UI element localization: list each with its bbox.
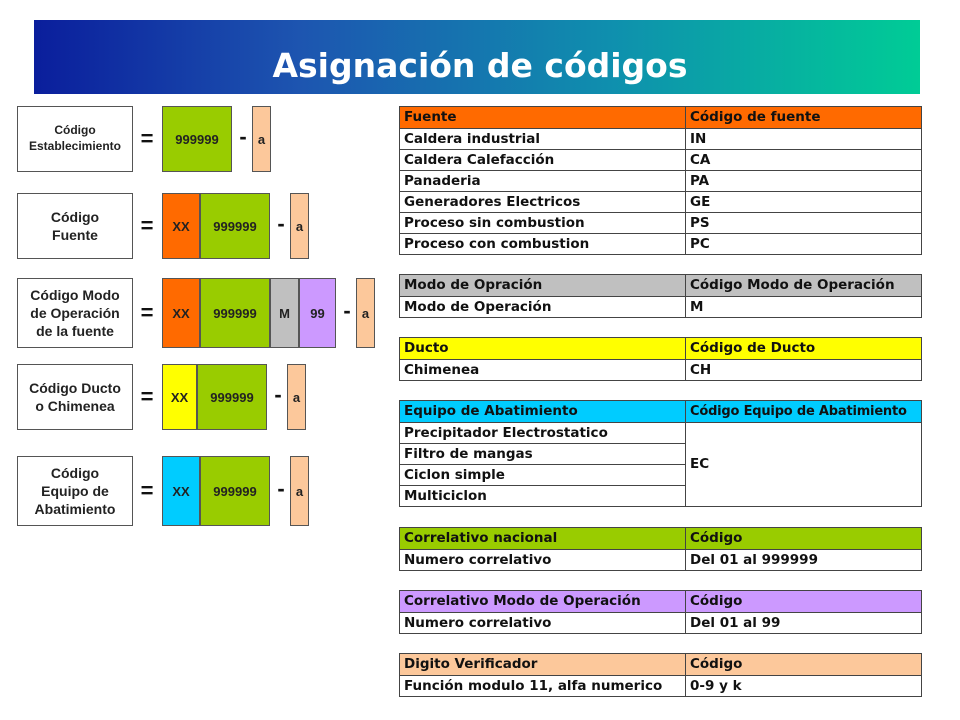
table-cell: CH — [686, 360, 922, 381]
header-cell: Modo de Opración — [400, 275, 686, 297]
table-header — [400, 338, 922, 360]
table-cell: Caldera Calefacción — [400, 150, 686, 171]
equals-sign: = — [140, 126, 154, 151]
table-row — [400, 360, 922, 381]
dash-sign: - — [239, 124, 247, 149]
table-ducto — [399, 337, 922, 381]
table-cell: Panaderia — [400, 171, 686, 192]
header-cell: Código — [686, 654, 922, 676]
header-cell: Digito Verificador — [400, 654, 686, 676]
table-cell: Precipitador Electrostatico — [400, 423, 686, 444]
table-row — [400, 423, 922, 444]
segment-digito-verificador: a — [290, 193, 309, 259]
equals-sign: = — [140, 384, 154, 409]
table-cell: Numero correlativo — [400, 550, 686, 571]
equals-sign: = — [140, 478, 154, 503]
segment-correlativo: 999999 — [200, 193, 270, 259]
segment-correlativo-modo: 99 — [299, 278, 336, 348]
header-cell: Correlativo Modo de Operación — [400, 591, 686, 613]
table-cell: Filtro de mangas — [400, 444, 686, 465]
table-cell-merged-code: EC — [686, 423, 922, 507]
table-row — [400, 192, 922, 213]
segment-digito-verificador: a — [290, 456, 309, 526]
dash-sign: - — [343, 298, 351, 323]
segment-digito-verificador: a — [287, 364, 306, 430]
table-cell: Numero correlativo — [400, 613, 686, 634]
table-cell: GE — [686, 192, 922, 213]
equals-sign: = — [140, 300, 154, 325]
table-modo-operacion — [399, 274, 922, 318]
table-cell: CA — [686, 150, 922, 171]
table-digito-verificador — [399, 653, 922, 697]
segment-xx: XX — [162, 364, 197, 430]
table-row — [400, 171, 922, 192]
table-cell: IN — [686, 129, 922, 150]
table-header — [400, 528, 922, 550]
table-row — [400, 297, 922, 318]
header-cell: Código de fuente — [686, 107, 922, 129]
header-cell: Código — [686, 591, 922, 613]
header-cell: Ducto — [400, 338, 686, 360]
header-cell: Equipo de Abatimiento — [400, 401, 686, 423]
segment-xx: XX — [162, 193, 200, 259]
table-cell: Función modulo 11, alfa numerico — [400, 676, 686, 697]
header-cell: Código Modo de Operación — [686, 275, 922, 297]
table-cell: PC — [686, 234, 922, 255]
table-cell: PS — [686, 213, 922, 234]
table-cell: Proceso sin combustion — [400, 213, 686, 234]
page-title: Asignación de códigos — [272, 46, 688, 85]
code-label-establecimiento: Código Establecimiento — [17, 106, 133, 172]
header-cell: Código Equipo de Abatimiento — [686, 401, 922, 423]
dash-sign: - — [274, 382, 282, 407]
segment-correlativo: 999999 — [197, 364, 267, 430]
segment-modo: M — [270, 278, 299, 348]
table-row — [400, 234, 922, 255]
table-row — [400, 550, 922, 571]
table-cell: Ciclon simple — [400, 465, 686, 486]
table-correlativo-nacional — [399, 527, 922, 571]
equals-sign: = — [140, 213, 154, 238]
segment-correlativo: 999999 — [162, 106, 232, 172]
code-label-equipo: Código Equipo de Abatimiento — [17, 456, 133, 526]
segment-xx: XX — [162, 456, 200, 526]
table-row — [400, 613, 922, 634]
table-equipo-abatimiento — [399, 400, 922, 507]
table-cell: Caldera industrial — [400, 129, 686, 150]
table-header — [400, 591, 922, 613]
table-cell: Modo de Operación — [400, 297, 686, 318]
table-correlativo-modo — [399, 590, 922, 634]
dash-sign: - — [277, 476, 285, 501]
table-cell: Chimenea — [400, 360, 686, 381]
segment-digito-verificador: a — [252, 106, 271, 172]
table-row — [400, 676, 922, 697]
table-header — [400, 654, 922, 676]
table-cell: Del 01 al 999999 — [686, 550, 922, 571]
table-cell: Proceso con combustion — [400, 234, 686, 255]
code-label-ducto: Código Ducto o Chimenea — [17, 364, 133, 430]
table-cell: M — [686, 297, 922, 318]
table-row — [400, 150, 922, 171]
header-cell: Correlativo nacional — [400, 528, 686, 550]
table-fuente — [399, 106, 922, 255]
table-cell: Multiciclon — [400, 486, 686, 507]
table-header — [400, 275, 922, 297]
table-cell: 0-9 y k — [686, 676, 922, 697]
code-label-modo-operacion: Código Modo de Operación de la fuente — [17, 278, 133, 348]
table-cell: Del 01 al 99 — [686, 613, 922, 634]
table-header — [400, 107, 922, 129]
header-cell: Fuente — [400, 107, 686, 129]
table-header — [400, 401, 922, 423]
segment-correlativo: 999999 — [200, 278, 270, 348]
segment-correlativo: 999999 — [200, 456, 270, 526]
table-row — [400, 129, 922, 150]
code-label-fuente: Código Fuente — [17, 193, 133, 259]
header-cell: Código — [686, 528, 922, 550]
table-row — [400, 213, 922, 234]
dash-sign: - — [277, 211, 285, 236]
table-cell: Generadores Electricos — [400, 192, 686, 213]
table-cell: PA — [686, 171, 922, 192]
header-cell: Código de Ducto — [686, 338, 922, 360]
segment-xx: XX — [162, 278, 200, 348]
segment-digito-verificador: a — [356, 278, 375, 348]
